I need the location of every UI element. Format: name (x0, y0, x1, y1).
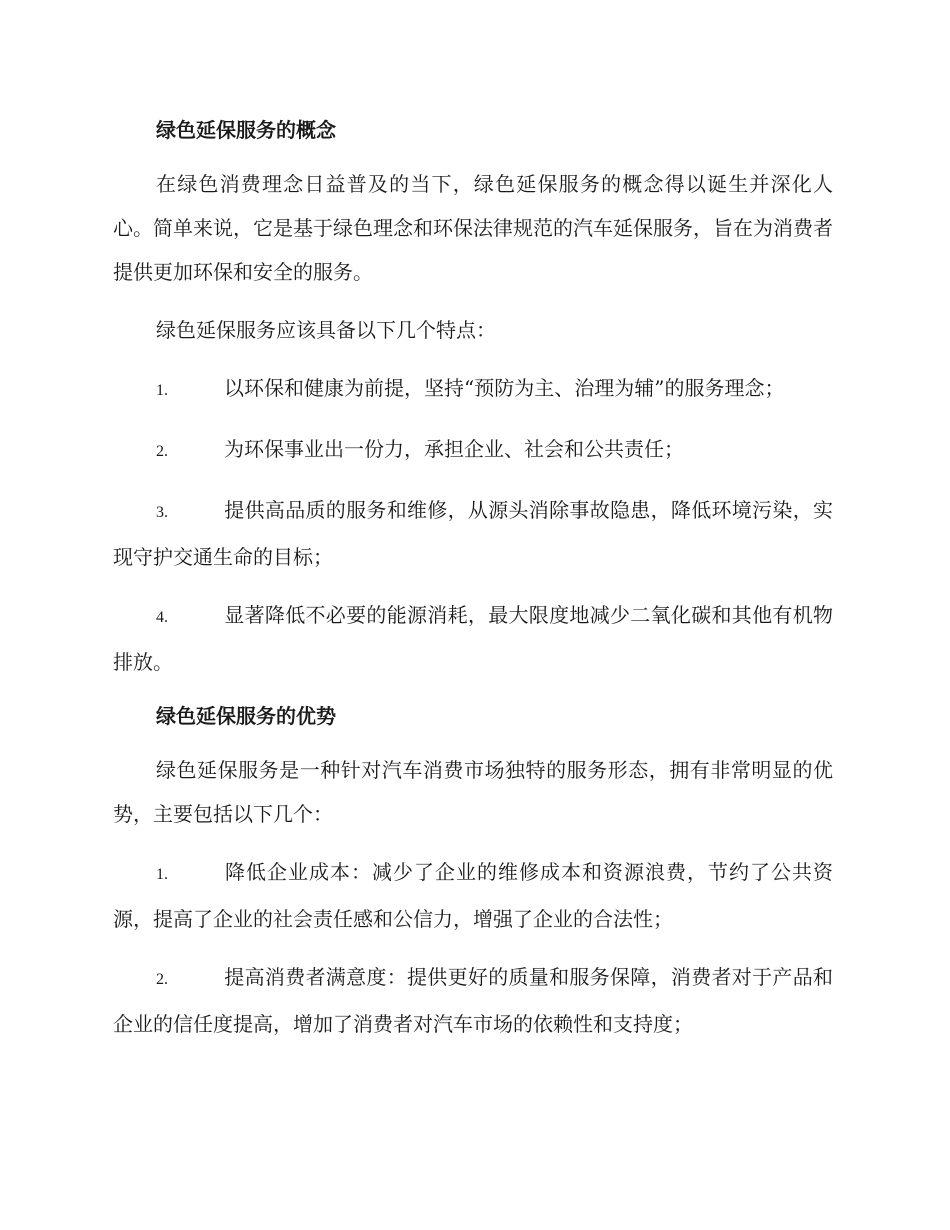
list-item-text: 为环保事业出一份力，承担企业、社会和公共责任； (224, 437, 684, 461)
list-item (113, 427, 833, 474)
paragraph-features-lead: 绿色延保服务应该具备以下几个特点： (156, 318, 496, 342)
list-item-text: 显著降低不必要的能源消耗，最大限度地减少二氧化碳和其他有机物排放。 (113, 603, 833, 674)
list-item (113, 366, 833, 413)
list-item-text: 降低企业成本：减少了企业的维修成本和资源浪费，节约了公共资源，提高了企业的社会责任感和公信力，增强了企业的合法性； (113, 860, 833, 931)
list-item (113, 850, 833, 941)
list-item (113, 593, 833, 684)
list-number: 2. (156, 443, 168, 460)
list-number: 1. (156, 382, 168, 399)
list-item-text: 以环保和健康为前提，坚持“预防为主、治理为辅”的服务理念； (224, 376, 785, 400)
list-number: 1. (156, 866, 168, 883)
list-item (113, 955, 833, 1046)
paragraph-advantages-intro: 绿色延保服务是一种针对汽车消费市场独特的服务形态，拥有非常明显的优势，主要包括以下几个： (113, 758, 833, 826)
paragraph-concept-intro: 在绿色消费理念日益普及的当下，绿色延保服务的概念得以诞生并深化人心。简单来说，它是基于绿色理念和环保法律规范的汽车延保服务，旨在为消费者提供更加环保和安全的服务。 (113, 172, 833, 284)
list-number: 4. (156, 609, 168, 626)
section-heading-advantages: 绿色延保服务的优势 (156, 704, 336, 728)
document-body (113, 112, 833, 1060)
list-number: 3. (156, 504, 168, 521)
list-item (113, 488, 833, 579)
list-item-text: 提高消费者满意度：提供更好的质量和服务保障，消费者对于产品和企业的信任度提高，增加了消费者对汽车市场的依赖性和支持度； (113, 965, 833, 1036)
list-number: 2. (156, 971, 168, 988)
list-item-text: 提供高品质的服务和维修，从源头消除事故隐患，降低环境污染，实现守护交通生命的目标； (113, 498, 833, 569)
section-heading-concept: 绿色延保服务的概念 (156, 118, 336, 142)
